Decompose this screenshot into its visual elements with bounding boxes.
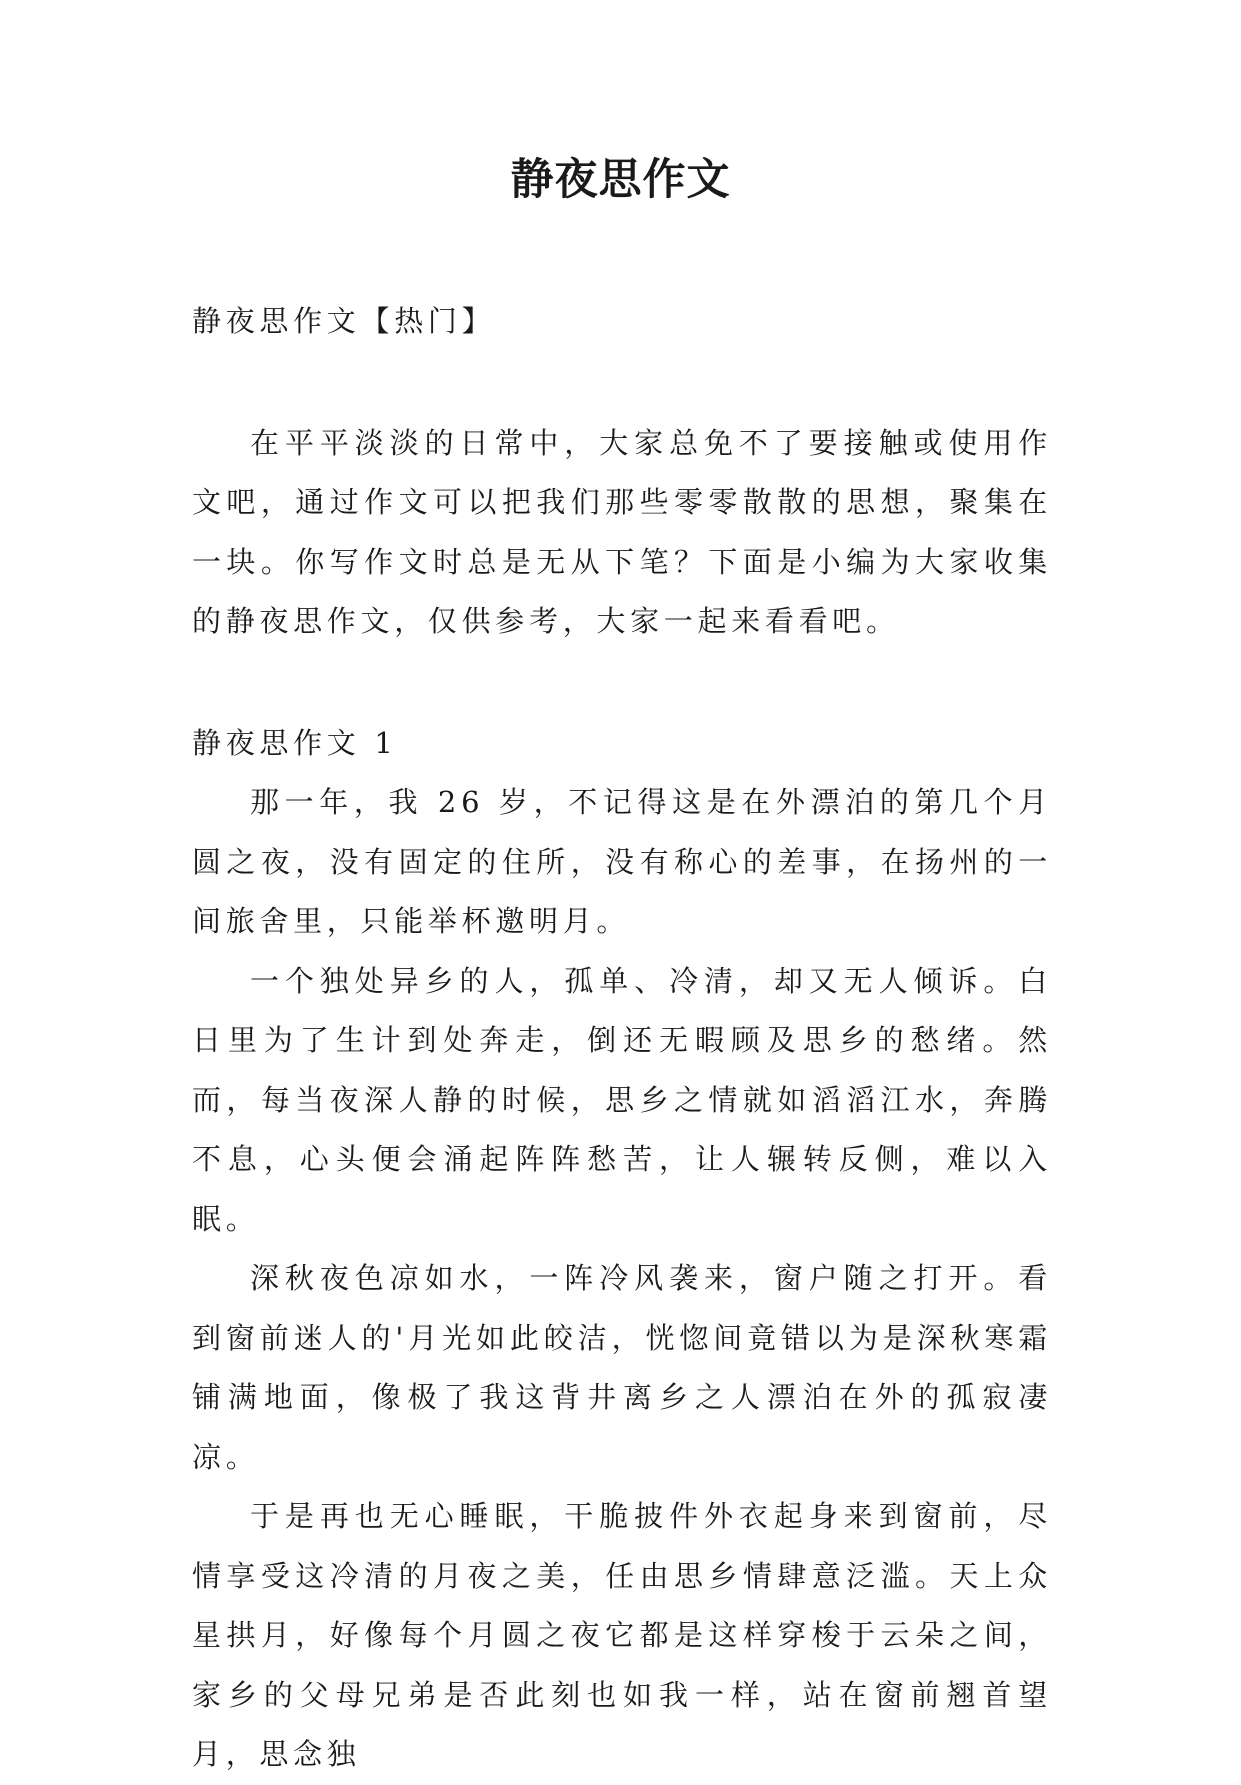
body-paragraph: 于是再也无心睡眠，干脆披件外衣起身来到窗前，尽情享受这冷清的月夜之美，任由思乡情肆意泛滥。天上众星拱月，好像每个月圆之夜它都是这样穿梭于云朵之间，家乡的父母兄弟是否此刻也如我一样，站在窗前翘首望月，思念独 — [192, 1499, 1052, 1771]
body-paragraph: 深秋夜色凉如水，一阵冷风袭来，窗户随之打开。看到窗前迷人的'月光如此皎洁，恍惚间竟错以为是深秋寒霜铺满地面，像极了我这背井离乡之人漂泊在外的孤寂凄凉。 — [192, 1261, 1052, 1474]
section-heading: 静夜思作文 1 — [192, 725, 398, 760]
document-title: 静夜思作文 — [510, 155, 731, 205]
intro-paragraph: 在平平淡淡的日常中，大家总免不了要接触或使用作文吧，通过作文可以把我们那些零零散散的思想，聚集在一块。你写作文时总是无从下笔？下面是小编为大家收集的静夜思作文，仅供参考，大家一起来看看吧。 — [192, 425, 1052, 638]
document-subtitle: 静夜思作文【热门】 — [192, 304, 496, 338]
body-paragraph: 一个独处异乡的人，孤单、冷清，却又无人倾诉。白日里为了生计到处奔走，倒还无暇顾及思乡的愁绪。然而，每当夜深人静的时候，思乡之情就如滔滔江水，奔腾不息，心头便会涌起阵阵愁苦，让人辗转反侧，难以入眠。 — [192, 963, 1052, 1236]
document-body — [192, 292, 1052, 1785]
body-paragraph: 那一年，我 26 岁，不记得这是在外漂泊的第几个月圆之夜，没有固定的住所，没有称心的差事，在扬州的一间旅舍里，只能举杯邀明月。 — [192, 785, 1052, 938]
